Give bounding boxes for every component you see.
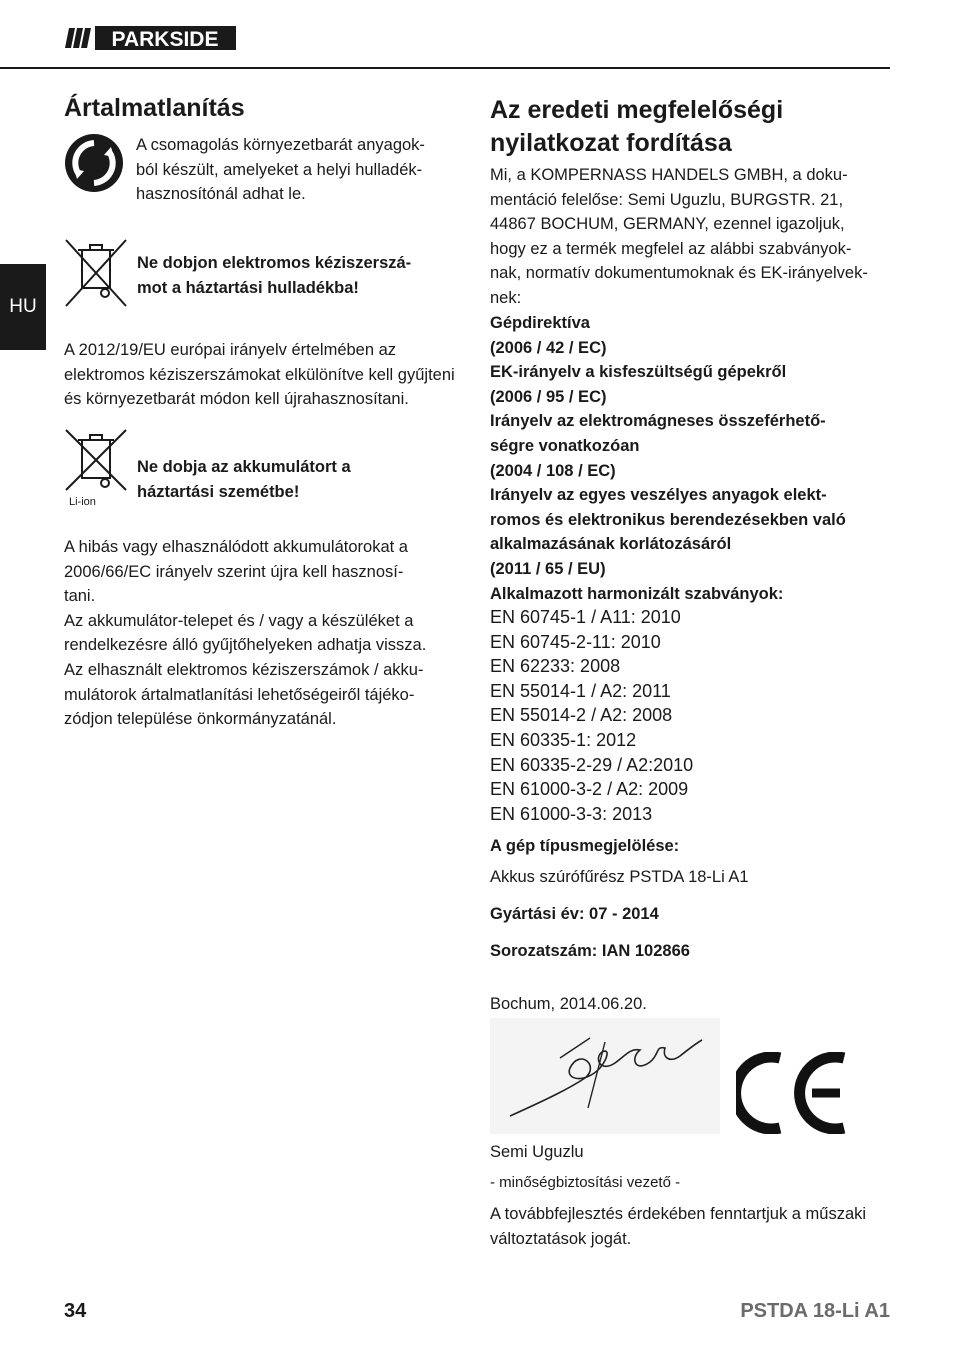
type-value: Akkus szúrófűrész PSTDA 18-Li A1 xyxy=(490,868,749,886)
standard-item: EN 62233: 2008 xyxy=(490,656,621,677)
signer-name: Semi Uguzlu xyxy=(490,1143,584,1161)
packaging-text: A csomagolás környezetbarát anyagok- ból készült, amelyeket a helyi hulladék- hasznosítónál adhat le. xyxy=(136,136,425,204)
standard-item: EN 60745-1 / A11: 2010 xyxy=(490,607,681,627)
standard-item: EN 60745-2-11: 2010 xyxy=(490,631,661,652)
crossed-bin-icon xyxy=(64,238,128,308)
footer-model: PSTDA 18-Li A1 xyxy=(740,1300,890,1322)
battery-disposal-warning: Ne dobja az akkumulátort a háztartási szemétbe! xyxy=(137,458,351,501)
manufacture-year: Gyártási év: 07 - 2014 xyxy=(490,905,659,923)
standard-item: EN 60335-2-29 / A2:2010 xyxy=(490,754,694,775)
disposal-title: Ártalmatlanítás xyxy=(64,94,245,122)
standard-item: EN 60335-1: 2012 xyxy=(490,729,637,750)
parkside-logo xyxy=(64,24,238,52)
battery-recycling-text: A hibás vagy elhasználódott akkumulátorokat a 2006/66/EC irányelv szerint újra kell hasznosí- tani. Az akkumulátor-telepet és / vagy a készüléket a rendelkezésre álló gyűjtőhelyeken adhatja vissza. Az elhasznált elektromos kéziszerszámok / akku- mulátorok ártalmatlanítási lehetőségeiről tájéko- zódjon települése önkormányzatánál. xyxy=(64,538,427,729)
serial-number: Sorozatszám: IAN 102866 xyxy=(490,942,690,960)
battery-bin-icon xyxy=(64,428,128,514)
header-rule xyxy=(0,67,890,69)
ce-mark-icon xyxy=(736,1052,852,1139)
place-date: Bochum, 2014.06.20. xyxy=(490,995,647,1013)
svg-text:PARKSIDE: PARKSIDE xyxy=(111,28,219,51)
page-number: 34 xyxy=(64,1300,87,1322)
standard-item: EN 55014-2 / A2: 2008 xyxy=(490,705,673,726)
green-dot-recycling-icon xyxy=(64,133,124,193)
directive-list: Gépdirektíva (2006 / 42 / EC) EK-irányelv a kisfeszültségű gépekről (2006 / 95 / EC) Irányelv az elektromágneses összeférhető- ségre vonatkozóan (2004 / 108 / EC) Irányelv az egyes veszélyes anyagok elekt- romos és elektronikus berendezésekben való alkalmazásának korlátozásáról (2011 / 65 / EU) Alkalmazott harmonizált szabványok: xyxy=(490,314,846,603)
standards-list xyxy=(490,605,890,826)
svg-text:Li-ion: Li-ion xyxy=(69,496,96,508)
standard-item: EN 61000-3-3: 2013 xyxy=(490,803,653,824)
tool-disposal-warning: Ne dobjon elektromos kéziszerszá- mot a háztartási hulladékba! xyxy=(137,254,412,297)
type-label: A gép típusmegjelölése: xyxy=(490,837,680,855)
closing-note: A továbbfejlesztés érdekében fenntartjuk a műszaki változtatások jogát. xyxy=(490,1205,867,1248)
language-tab: HU xyxy=(0,264,46,350)
standard-item: EN 61000-3-2 / A2: 2009 xyxy=(490,779,689,800)
signer-role: - minőségbiztosítási vezető - xyxy=(490,1174,681,1191)
signature-image xyxy=(490,1018,720,1134)
declaration-intro: Mi, a KOMPERNASS HANDELS GMBH, a doku- mentáció felelőse: Semi Uguzlu, BURGSTR. 21, 44867 BOCHUM, GERMANY, ezennel igazoljuk, hogy ez a termék megfelel az alábbi szabványok- nak, normatív dokumentumoknak és EK-irányelvek- nek: xyxy=(490,166,868,307)
weee-directive-text: A 2012/19/EU európai irányelv értelmében az elektromos kéziszerszámokat elkülönítve kell gyűjteni és környezetbarát módon kell újrahasznosítani. xyxy=(64,341,455,409)
declaration-title: Az eredeti megfelelőségi nyilatkozat fordítása xyxy=(490,96,784,157)
standard-item: EN 55014-1 / A2: 2011 xyxy=(490,680,671,701)
